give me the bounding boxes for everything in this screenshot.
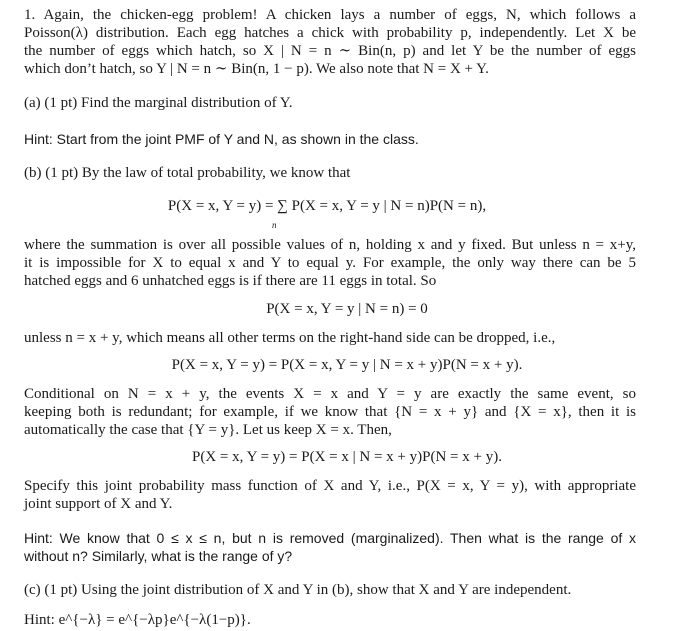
part-c-question: (c) (1 pt) Using the joint distribution of X and Y in (b), show that X and Y are independent. [24,582,572,598]
part-b-paragraph-2: unless n = x + y, which means all other terms on the right-hand side can be dropped, i.e., [24,330,556,346]
part-b-hint-line-1: Hint: We know that 0 ≤ x ≤ n, but n is removed (marginalized). Then what is the range of x [24,530,636,546]
part-a-hint: Hint: Start from the joint PMF of Y and N, as shown in the class. [24,131,419,147]
problem-number: 1. [24,7,36,23]
part-b-equation-4: P(X = x, Y = y) = P(X = x | N = x + y)P(N = x + y). [192,449,502,465]
part-b-paragraph-3-line-3: automatically the case that {Y = y}. Let us keep X = x. Then, [24,422,392,438]
part-b-paragraph-3-line-2: keeping both is redundant; for example, if we know that {N = x + y} and {X = x}, then it is [24,404,636,420]
part-b-paragraph-1-line-1: where the summation is over all possible values of n, holding x and y fixed. But unless n = x+y, [24,237,636,253]
part-c-hint: Hint: e^{−λ} = e^{−λp}e^{−λ(1−p)}. [24,612,251,628]
part-a-question: (a) (1 pt) Find the marginal distribution of Y. [24,95,293,111]
problem-intro-line-3: the number of eggs which hatch, so X | N = n ∼ Bin(n, p) and let Y be the number of eggs [24,43,636,59]
problem-intro-line-2: Poisson(λ) distribution. Each egg hatches a chick with probability p, independently. Let X be [24,25,636,41]
problem-intro-line-4: which don’t hatch, so Y | N = n ∼ Bin(n, 1 − p). We also note that N = X + Y. [24,61,489,77]
part-b-paragraph-1-line-3: hatched eggs and 6 unhatched eggs is if there are 11 eggs in total. So [24,273,437,289]
part-b-paragraph-1-line-2: it is impossible for X to equal x and Y to equal y. For example, the only way there can be 5 [24,255,636,271]
problem-intro-line-1 [24,6,636,24]
summation-subscript: n [272,220,277,230]
part-b-hint-line-2: without n? Similarly, what is the range of y? [24,548,293,564]
part-b-paragraph-4-line-2: joint support of X and Y. [24,496,173,512]
part-b-question: (b) (1 pt) By the law of total probability, we know that [24,165,351,181]
part-b-equation-3: P(X = x, Y = y) = P(X = x, Y = y | N = x + y)P(N = x + y). [171,357,523,373]
part-b-equation-2: P(X = x, Y = y | N = n) = 0 [266,301,428,317]
part-b-equation-1: P(X = x, Y = y) = ∑ P(X = x, Y = y | N = n)P(N = n), [167,198,487,214]
part-b-paragraph-3-line-1: Conditional on N = x + y, the events X = x and Y = y are exactly the same event, so [24,386,636,402]
part-b-paragraph-4-line-1: Specify this joint probability mass function of X and Y, i.e., P(X = x, Y = y), with appropriate [24,478,636,494]
problem-intro-text-1: Again, the chicken-egg problem! A chicken lays a number of eggs, N, which follows a [43,7,636,23]
